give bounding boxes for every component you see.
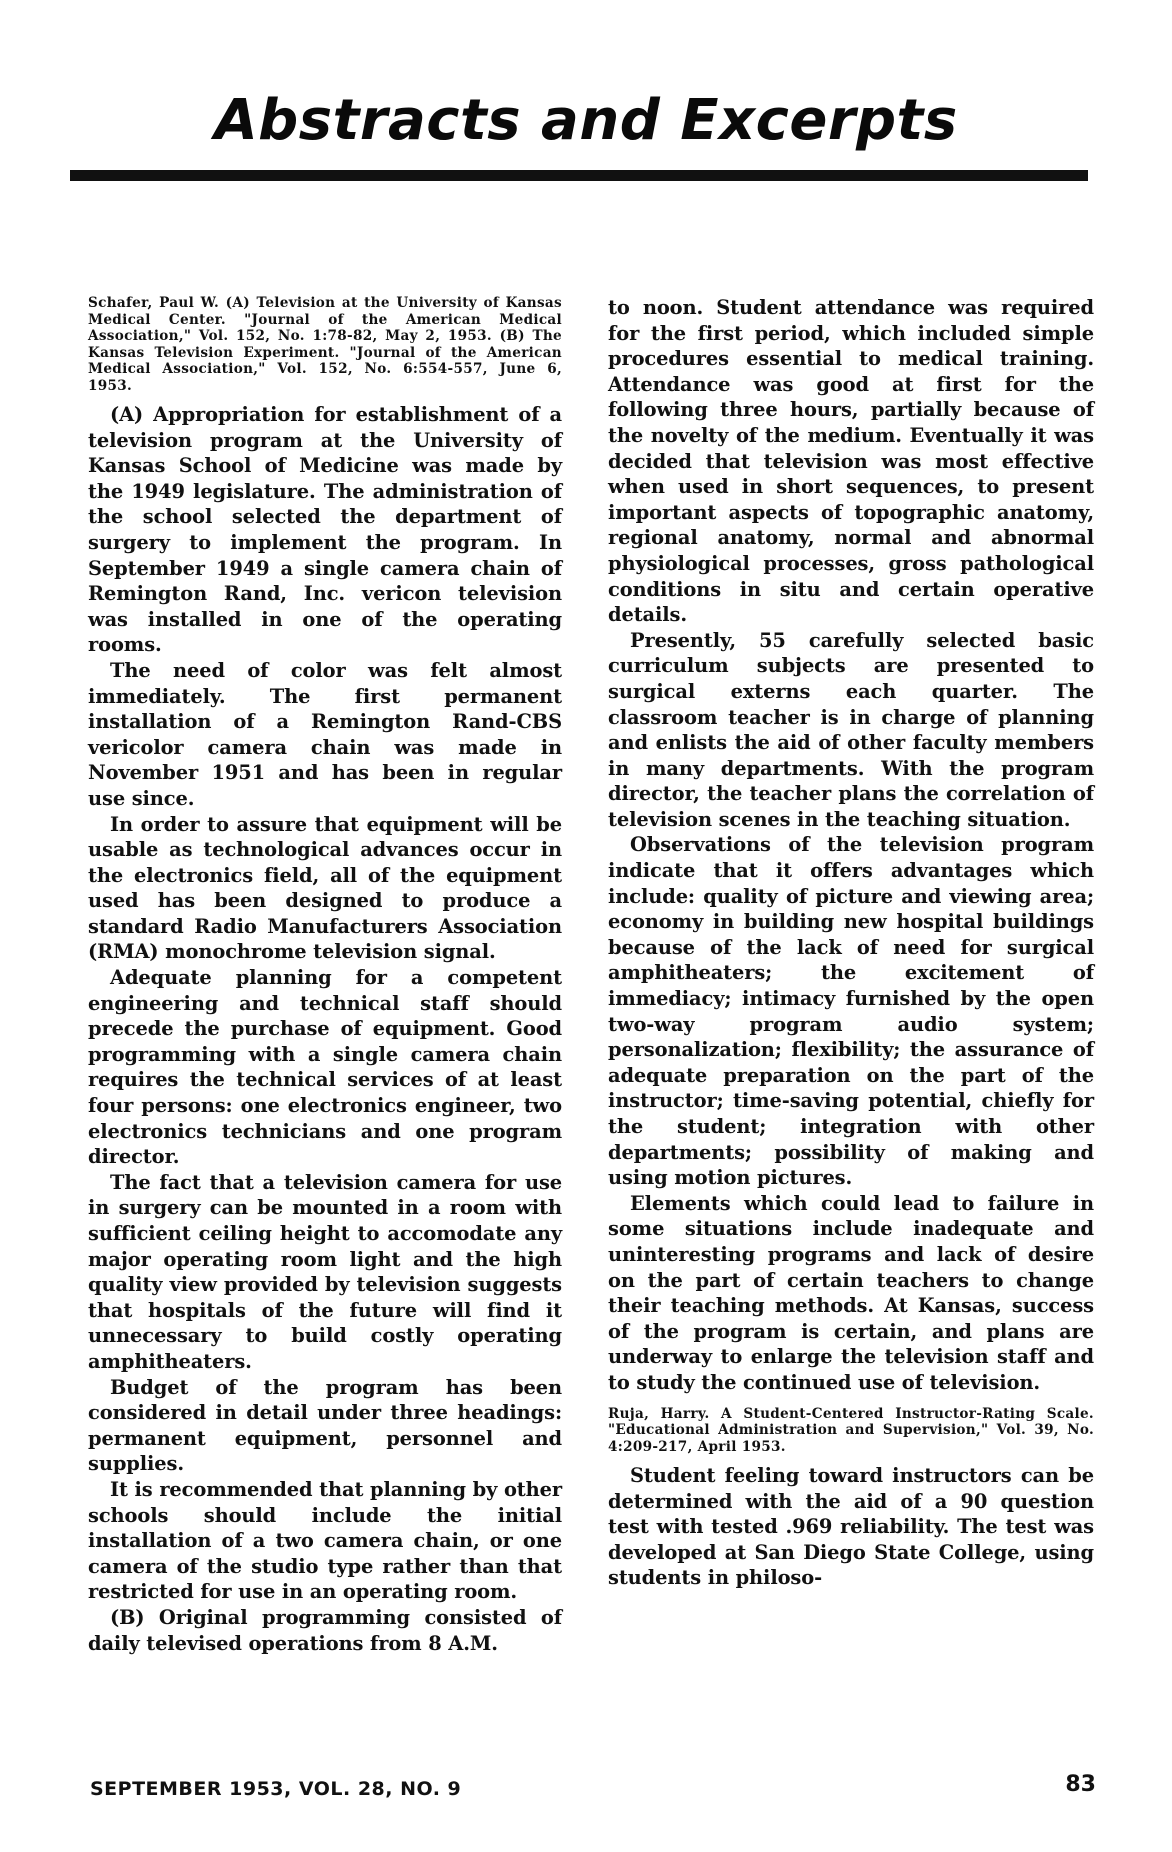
citation-author: Schafer, Paul W. xyxy=(88,295,220,311)
paragraph: Adequate planning for a competent engineering and technical staff should precede the purchase of equipment. Good programming with a single camera chain requires the technical services of at least four persons: one electronics engineer, two electronics technicians and one program director. xyxy=(88,966,562,1169)
paragraph: In order to assure that equipment will be usable as technological advances occur in the electronics field, all of the equipment used has been designed to produce a standard Radio Manufacturers Association (RMA) monochrome television signal. xyxy=(88,812,562,964)
paragraph: Budget of the program has been considered in detail under three headings: permanent equipment, personnel and supplies. xyxy=(88,1375,562,1476)
spacer xyxy=(608,1396,1094,1406)
title-rule-divider xyxy=(70,170,1088,181)
citation-title-b: (B) The Kansas Television Experiment. xyxy=(88,328,562,361)
citation-ruja xyxy=(608,1406,1094,1456)
citation-source-b: "Journal of the American Medical Association," Vol. 152, No. 6:554-557, June 6, 1953. xyxy=(88,344,562,394)
citation-author: Ruja, Harry. xyxy=(608,1405,710,1422)
citation-source: "Educational Administration and Supervision," Vol. 39, No. 4:209-217, April 1953. xyxy=(608,1422,1094,1455)
right-column xyxy=(608,295,1094,1591)
paragraph: Student feeling toward instructors can be determined with the aid of a 90 question test with tested .969 reliability. The test was developed at San Diego State College, using students in philoso- xyxy=(608,1464,1094,1590)
paragraph-continued: to noon. Student attendance was required for the first period, which included simple procedures essential to medical training. Attendance was good at first for the following three hours, partially because of the novelty of the medium. Eventually it was decided that television was most effective when used in short sequences, to present important aspects of topographic anatomy, regional anatomy, normal and abnormal physiological processes, gross pathological conditions in situ and certain operative details. xyxy=(608,296,1094,627)
citation-title-a: (A) Television at the University of Kansas Medical Center. xyxy=(88,295,562,328)
paragraph: Observations of the television program indicate that it offers advantages which include: quality of picture and viewing area; economy in building new hospital buildings because of the lack of need for surgical amphitheaters; the excitement of immediacy; intimacy furnished by the open two-way program audio system; personalization; flexibility; the assurance of adequate preparation on the part of the instructor; time-saving potential, chiefly for the student; integration with other departments; possibility of making and using motion pictures. xyxy=(608,833,1094,1190)
paragraph: (B) Original programming consisted of daily televised operations from 8 A.M. xyxy=(88,1605,562,1655)
issue-footer: SEPTEMBER 1953, VOL. 28, NO. 9 xyxy=(90,1778,462,1800)
paragraph: The need of color was felt almost immediately. The first permanent installation of a Remington Rand-CBS vericolor camera chain was made in November 1951 and has been in regular use since. xyxy=(88,658,562,810)
left-column xyxy=(88,295,562,1656)
paragraph: Presently, 55 carefully selected basic curriculum subjects are presented to surgical externs each quarter. The classroom teacher is in charge of planning and enlists the aid of other faculty members in many departments. With the program director, the teacher plans the correlation of television scenes in the teaching situation. xyxy=(608,628,1094,831)
page-number: 83 xyxy=(1065,1772,1096,1797)
paragraph: Elements which could lead to failure in some situations include inadequate and uninteresting programs and lack of desire on the part of certain teachers to change their teaching methods. At Kansas, success of the program is certain, and plans are underway to enlarge the television staff and to study the continued use of television. xyxy=(608,1191,1094,1394)
paragraph: The fact that a television camera for use in surgery can be mounted in a room with sufficient ceiling height to accomodate any major operating room light and the high quality view provided by television suggests that hospitals of the future will find it unnecessary to build costly operating amphitheaters. xyxy=(88,1170,562,1373)
citation-title: A Student-Centered Instructor-Rating Scale. xyxy=(721,1405,1094,1422)
citation-source-a: "Journal of the American Medical Association," Vol. 152, No. 1:78-82, May 2, 1953. xyxy=(88,311,562,344)
citation-schafer xyxy=(88,295,562,394)
page-title: Abstracts and Excerpts xyxy=(214,88,958,153)
paragraph: (A) Appropriation for establishment of a television program at the University of Kansas School of Medicine was made by the 1949 legislature. The administration of the school selected the department of surgery to implement the program. In September 1949 a single camera chain of Remington Rand, Inc. vericon television was installed in one of the operating rooms. xyxy=(88,403,562,657)
paragraph: It is recommended that planning by other schools should include the initial installation of a two camera chain, or one camera of the studio type rather than that restricted for use in an operating room. xyxy=(88,1477,562,1604)
